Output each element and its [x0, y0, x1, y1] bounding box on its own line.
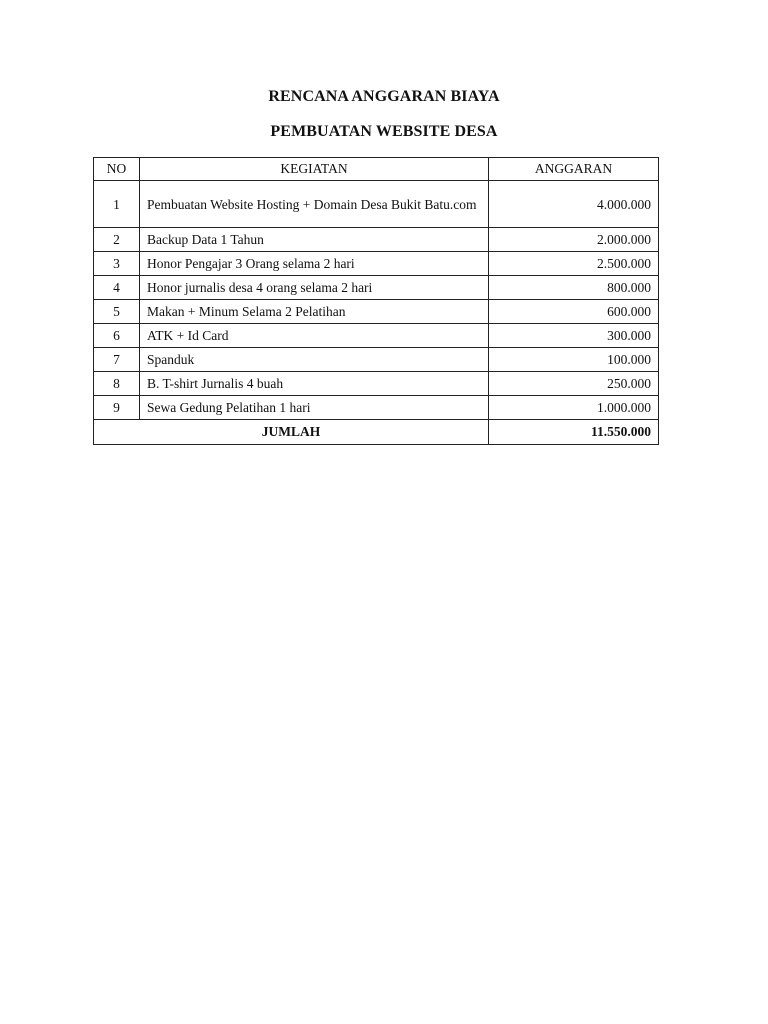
row-no: 6: [94, 324, 140, 348]
row-no: 2: [94, 228, 140, 252]
row-anggaran: 300.000: [489, 324, 659, 348]
row-kegiatan: Spanduk: [140, 348, 489, 372]
table-row: [94, 228, 659, 252]
row-kegiatan: Pembuatan Website Hosting + Domain Desa Bukit Batu.com: [140, 181, 489, 228]
row-kegiatan: Backup Data 1 Tahun: [140, 228, 489, 252]
column-header-no: NO: [94, 158, 140, 181]
row-kegiatan: Honor Pengajar 3 Orang selama 2 hari: [140, 252, 489, 276]
row-no: 1: [94, 181, 140, 228]
column-header-anggaran: ANGGARAN: [489, 158, 659, 181]
row-anggaran: 4.000.000: [489, 181, 659, 228]
table-row: [94, 276, 659, 300]
row-anggaran: 2.500.000: [489, 252, 659, 276]
table-row: [94, 252, 659, 276]
table-row: [94, 372, 659, 396]
row-anggaran: 800.000: [489, 276, 659, 300]
row-kegiatan: Sewa Gedung Pelatihan 1 hari: [140, 396, 489, 420]
row-anggaran: 1.000.000: [489, 396, 659, 420]
table-row: [94, 324, 659, 348]
row-kegiatan: Honor jurnalis desa 4 orang selama 2 hari: [140, 276, 489, 300]
page-subtitle: PEMBUATAN WEBSITE DESA: [270, 123, 498, 140]
table-row: [94, 348, 659, 372]
table-row: [94, 396, 659, 420]
total-value: 11.550.000: [489, 420, 659, 445]
row-kegiatan: ATK + Id Card: [140, 324, 489, 348]
row-no: 9: [94, 396, 140, 420]
page-title: RENCANA ANGGARAN BIAYA: [268, 88, 500, 105]
budget-table: [93, 157, 659, 445]
column-header-kegiatan: KEGIATAN: [140, 158, 489, 181]
row-kegiatan: Makan + Minum Selama 2 Pelatihan: [140, 300, 489, 324]
total-label: JUMLAH: [94, 420, 489, 445]
row-no: 7: [94, 348, 140, 372]
table-header-row: [94, 158, 659, 181]
row-anggaran: 600.000: [489, 300, 659, 324]
row-anggaran: 100.000: [489, 348, 659, 372]
row-no: 5: [94, 300, 140, 324]
table-row: [94, 300, 659, 324]
row-no: 8: [94, 372, 140, 396]
row-anggaran: 250.000: [489, 372, 659, 396]
total-row: [94, 420, 659, 445]
row-kegiatan: B. T-shirt Jurnalis 4 buah: [140, 372, 489, 396]
row-no: 4: [94, 276, 140, 300]
row-no: 3: [94, 252, 140, 276]
row-anggaran: 2.000.000: [489, 228, 659, 252]
table-row: [94, 181, 659, 228]
